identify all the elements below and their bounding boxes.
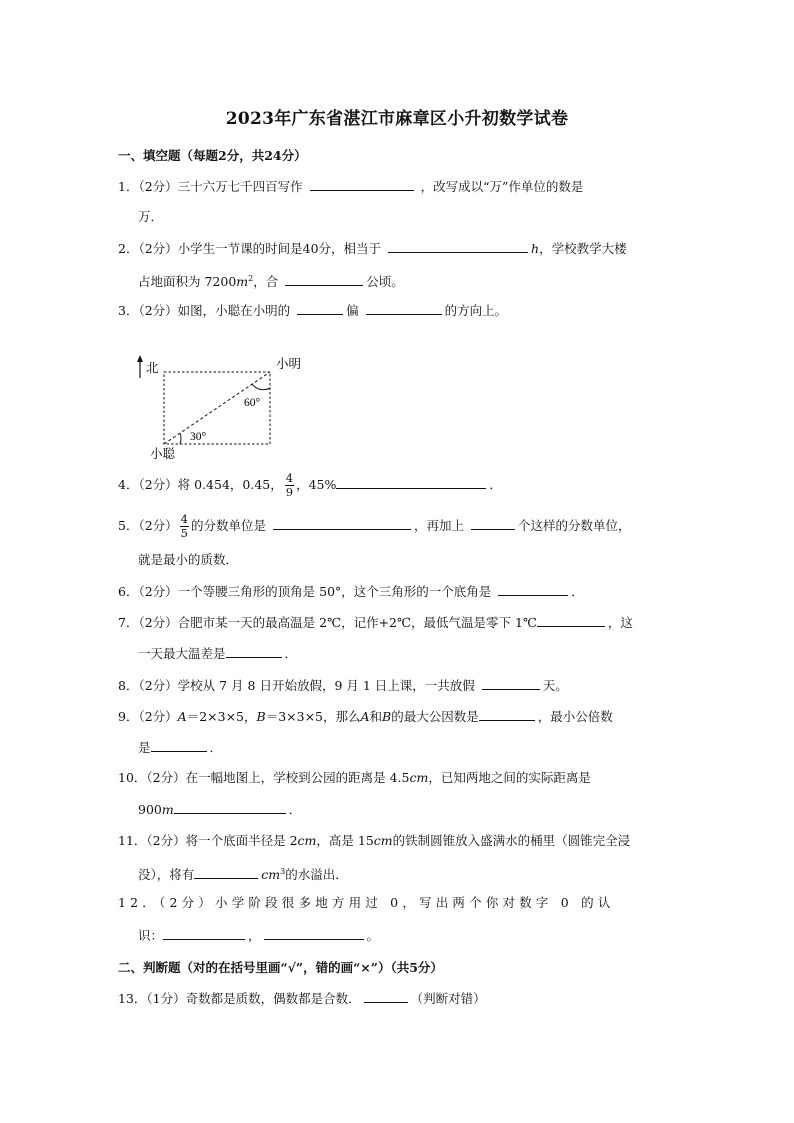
answer-blank[interactable] <box>264 927 364 940</box>
q5-text-5: 就是最小的质数． <box>138 552 239 567</box>
answer-blank[interactable] <box>163 927 245 940</box>
q3-text: 3．（2分）如图，小聪在小明的 <box>118 303 291 318</box>
q1-text-3: 万． <box>138 209 164 224</box>
question-7-cont <box>138 645 297 662</box>
answer-blank[interactable] <box>226 645 282 658</box>
section-judgement-heading: 二、判断题（对的在括号里画“√”，错的画“×”）（共5分） <box>118 960 443 975</box>
unit-cm-2: cm <box>373 833 393 848</box>
q4-text-2: ，45% <box>296 477 337 492</box>
answer-blank[interactable] <box>273 517 411 530</box>
question-6 <box>118 583 584 600</box>
q5-text-4: 个这样的分数单位， <box>517 518 631 533</box>
question-10 <box>118 770 591 786</box>
answer-blank[interactable] <box>174 801 286 814</box>
unit-cm: cm <box>297 833 317 848</box>
frac-numerator: 4 <box>180 512 188 526</box>
question-9 <box>118 708 613 725</box>
q5-text-3: ，再加上 <box>413 518 464 533</box>
q2-text-4: ，合 <box>253 274 279 290</box>
answer-blank[interactable] <box>194 866 258 879</box>
fraction-4-9 <box>285 472 294 499</box>
answer-blank[interactable] <box>479 708 535 721</box>
q11-text-4: 没），将有 <box>138 867 195 883</box>
unit-cm: cm <box>409 770 429 785</box>
unit-sup: 3 <box>280 867 286 876</box>
question-12-cont <box>138 927 379 944</box>
angle-arc-60 <box>252 384 270 390</box>
q9-text-2: 的最大公因数是 <box>391 709 479 724</box>
question-7 <box>118 614 633 631</box>
label-angle-60: 60° <box>244 397 261 409</box>
q9-text-5: ． <box>209 740 223 755</box>
answer-blank[interactable] <box>297 302 343 315</box>
q6-text-2: ． <box>571 584 584 599</box>
q2-text: 2．（2分）小学生一节课的时间是40分，相当于 <box>118 241 382 256</box>
answer-blank[interactable] <box>471 517 515 530</box>
var-b: B <box>256 709 266 724</box>
question-1 <box>118 178 583 195</box>
q11-text-5: 的水溢出． <box>285 867 348 883</box>
question-9-cont <box>138 739 222 756</box>
label-xiaoming: 小明 <box>276 357 302 371</box>
frac-denominator: 5 <box>180 526 188 540</box>
answer-blank[interactable] <box>285 273 363 286</box>
question-1-cont <box>138 209 163 225</box>
direction-diagram <box>128 352 318 462</box>
q10-text-2: ，已知两地之间的实际距离是 <box>428 770 591 785</box>
q8-text: 8．（2分）学校从 7 月 8 日开始放假，9 月 1 日上课，一共放假 <box>118 678 475 693</box>
q9-eq2: ＝3×3×5，那么 <box>265 709 361 724</box>
frac-numerator: 4 <box>285 471 294 485</box>
question-13 <box>118 990 486 1007</box>
q4-text-3: ． <box>489 477 502 492</box>
q7-text: 7．（2分）合肥市某一天的最高温是 2℃，记作+2℃，最低气温是零下 1℃ <box>118 615 537 630</box>
question-11-cont <box>138 864 348 883</box>
answer-blank[interactable] <box>366 302 442 315</box>
question-12 <box>118 895 615 911</box>
answer-blank[interactable] <box>537 614 605 627</box>
q2-text-2: ，学校教学大楼 <box>539 241 627 256</box>
q12-text-3: ， <box>248 928 261 943</box>
q5-text: 5．（2分） <box>118 518 178 533</box>
question-2-cont <box>138 271 404 290</box>
q8-text-2: 天。 <box>542 678 568 693</box>
fraction-4-5 <box>180 513 189 540</box>
answer-blank[interactable] <box>482 677 540 690</box>
q2-text-5: 公顷。 <box>366 274 404 290</box>
answer-blank[interactable] <box>498 583 568 596</box>
unit-sup: 2 <box>248 274 254 283</box>
var-a: A <box>177 709 187 724</box>
q7-text-2: ，这 <box>607 615 633 630</box>
q10-text-3: 900 <box>138 802 162 817</box>
answer-blank[interactable] <box>388 240 528 253</box>
page-title: 2023年广东省湛江市麻章区小升初数学试卷 <box>225 109 569 129</box>
var-b-2: B <box>382 709 392 724</box>
q11-text-2: ，高是 15 <box>316 833 374 848</box>
q9-text-4: 是 <box>138 740 151 755</box>
q2-text-3: 占地面积为 7200 <box>138 274 237 290</box>
question-4 <box>118 472 502 499</box>
label-xiaocong: 小聪 <box>150 447 176 461</box>
question-8 <box>118 677 568 694</box>
q9-eq1: ＝2×3×5， <box>186 709 257 724</box>
q1-text: 1．（2分）三十六万七千四百写作 <box>118 179 303 194</box>
section-fill-in-heading: 一、填空题（每题2分，共24分） <box>118 148 307 163</box>
q13-text: 13．（1分）奇数都是质数，偶数都是合数． <box>118 991 361 1006</box>
answer-blank[interactable] <box>336 476 486 489</box>
q10-text-4: ． <box>288 802 302 817</box>
answer-blank[interactable] <box>310 178 414 191</box>
q12-text-2: 识： <box>138 928 164 943</box>
q1-text-2: ，改写成以“万”作单位的数是 <box>420 179 584 194</box>
q6-text: 6．（2分）一个等腰三角形的顶角是 50°，这个三角形的一个底角是 <box>118 584 492 599</box>
q9-text-3: ，最小公倍数 <box>537 709 613 724</box>
q7-text-4: ． <box>284 646 298 661</box>
answer-blank[interactable] <box>364 990 408 1003</box>
q11-text: 11．（2分）将一个底面半径是 2 <box>118 833 298 848</box>
unit-m: m <box>161 802 174 817</box>
unit-cm3: cm <box>261 867 281 883</box>
north-arrow-icon <box>137 355 143 362</box>
q10-text: 10．（2分）在一幅地图上，学校到公园的距离是 4.5 <box>118 770 410 785</box>
q13-text-2: （判断对错） <box>410 991 486 1006</box>
q3-text-3: 的方向上。 <box>444 303 508 318</box>
answer-blank[interactable] <box>151 739 207 752</box>
q9-text: 9．（2分） <box>118 709 178 724</box>
unit-h: h <box>531 241 540 256</box>
unit-m: m <box>236 274 249 290</box>
q12-text: 12．（2分）小学阶段很多地方用过 0，写出两个你对数字 0 的认 <box>118 895 615 910</box>
q12-text-4: 。 <box>366 928 380 943</box>
question-11 <box>118 833 630 849</box>
frac-denominator: 9 <box>285 485 294 499</box>
question-2 <box>118 240 627 257</box>
q4-text: 4．（2分）将 0.454，0.45， <box>118 477 283 492</box>
q3-text-2: 偏 <box>346 303 359 318</box>
q11-text-3: 的铁制圆锥放入盛满水的桶里（圆锥完全浸 <box>392 833 631 848</box>
question-5 <box>118 513 631 540</box>
var-a-2: A <box>360 709 370 724</box>
question-10-cont <box>138 801 301 818</box>
question-3 <box>118 302 507 319</box>
q5-text-2: 的分数单位是 <box>190 518 266 533</box>
q7-text-3: 一天最大温差是 <box>138 646 226 661</box>
question-5-cont <box>138 552 238 568</box>
label-angle-30: 30° <box>190 431 207 443</box>
q9-and: 和 <box>369 709 383 724</box>
label-north: 北 <box>146 361 159 375</box>
angle-arc-30 <box>180 433 181 444</box>
